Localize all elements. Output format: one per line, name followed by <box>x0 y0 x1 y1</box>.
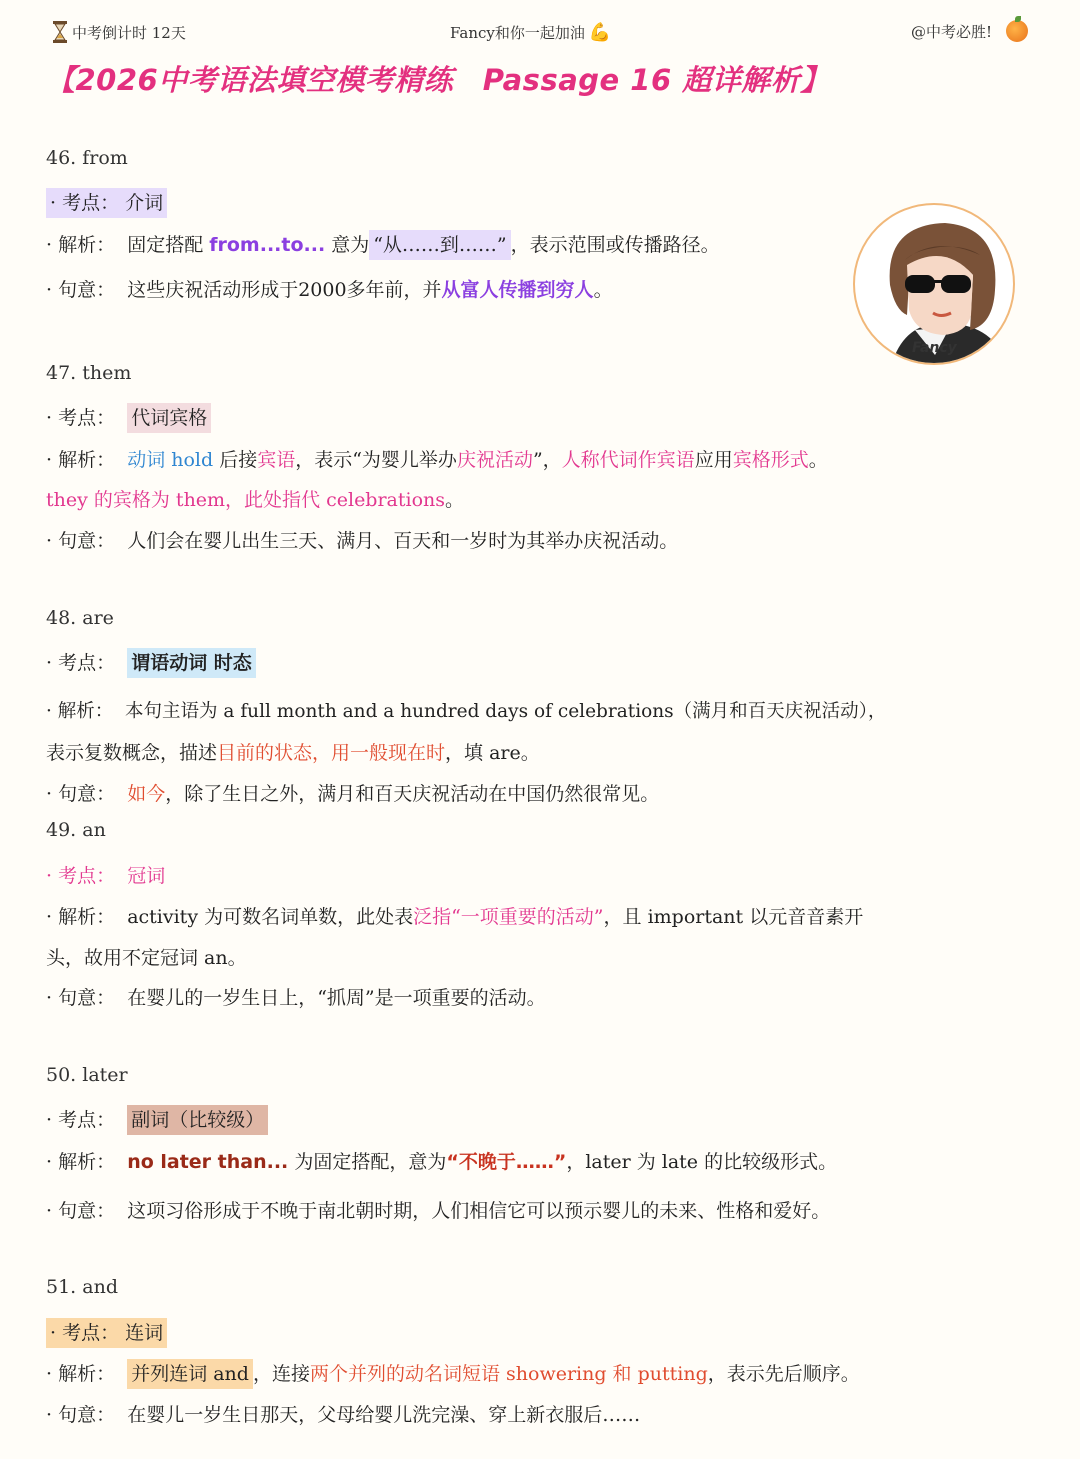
answer-50-meaning: · 句意： 这项习俗形成于不晚于南北朝时期，人们相信它可以预示婴儿的未来、性格和爱好。 <box>46 1200 831 1222</box>
answer-51-point: · 考点： 连词 <box>46 1318 167 1348</box>
answer-49-point-row: · 考点： 冠词 <box>46 865 166 887</box>
answer-47-meaning: · 句意： 人们会在婴儿出生三天、满月、百天和一岁时为其举办庆祝活动。 <box>46 530 679 552</box>
answer-48-point-row: · 考点： 谓语动词 时态 <box>46 648 256 675</box>
answer-47-analysis-line2: they 的宾格为 them，此处指代 celebrations。 <box>46 489 465 511</box>
avatar-signature: Fancy <box>912 340 957 356</box>
answer-48-analysis-line2: 表示复数概念，描述目前的状态，用一般现在时，填 are。 <box>46 742 540 764</box>
answer-51-number: 51. and <box>46 1276 118 1298</box>
answer-46-analysis: · 解析： 固定搭配 from...to... 意为 “从……到……” ，表示范围或传播路径。 <box>46 230 720 257</box>
answer-50-analysis: · 解析： no later than... 为固定搭配，意为“不晚于……”，later 为 late 的比较级形式。 <box>46 1151 838 1173</box>
answer-50-point-row: · 考点： 副词（比较级） <box>46 1105 268 1132</box>
answer-47-point-row: · 考点： 代词宾格 <box>46 403 211 430</box>
answer-48-analysis: · 解析： 本句主语为 a full month and a hundred days of celebrations（满月和百天庆祝活动）， <box>46 701 887 722</box>
answer-46-point: · 考点： 介词 <box>46 188 167 218</box>
answer-51-point-row <box>46 1318 167 1345</box>
answer-46-point-row <box>46 188 167 215</box>
answer-51-meaning: · 句意： 在婴儿一岁生日那天，父母给婴儿洗完澡、穿上新衣服后…… <box>46 1404 641 1426</box>
cheer-label: Fancy和你一起加油 💪 <box>450 22 612 43</box>
answer-50-point: 副词（比较级） <box>127 1105 268 1135</box>
countdown-label: 中考倒计时 12天 <box>52 20 186 44</box>
handle-label: @中考必胜! <box>911 20 1028 42</box>
answer-49-meaning: · 句意： 在婴儿的一岁生日上，“抓周”是一项重要的活动。 <box>46 987 546 1009</box>
answer-49-analysis-line2: 头，故用不定冠词 an。 <box>46 947 247 969</box>
answer-49-point: 冠词 <box>127 865 166 887</box>
answer-46-meaning: · 句意： 这些庆祝活动形成于2000多年前，并从富人传播到穷人。 <box>46 279 613 301</box>
answer-49-analysis: · 解析： activity 为可数名词单数，此处表泛指“一项重要的活动”，且 important 以元音音素开 <box>46 906 864 928</box>
answer-47-point: 代词宾格 <box>127 403 211 433</box>
hourglass-icon <box>52 20 68 44</box>
answer-49-number: 49. an <box>46 819 106 841</box>
answer-48-point: 谓语动词 时态 <box>127 648 256 678</box>
answer-48-meaning: · 句意： 如今，除了生日之外，满月和百天庆祝活动在中国仍然很常见。 <box>46 783 660 805</box>
answer-50-number: 50. later <box>46 1064 128 1086</box>
answer-47-number: 47. them <box>46 362 132 384</box>
top-bar <box>0 18 1080 50</box>
flexed-arm-icon: 💪 <box>588 22 612 43</box>
answer-46-number: 46. from <box>46 147 128 169</box>
answer-51-analysis: · 解析： 并列连词 and ，连接两个并列的动名词短语 showering 和 putting，表示先后顺序。 <box>46 1359 860 1386</box>
page-title: 【2026中考语法填空模考精练 Passage 16 超详解析】 <box>46 63 830 97</box>
orange-icon <box>1006 20 1028 42</box>
answer-47-analysis: · 解析： 动词 hold 后接宾语，表示“为婴儿举办庆祝活动”，人称代词作宾语应用宾格形式。 <box>46 449 828 471</box>
answer-48-number: 48. are <box>46 607 114 629</box>
